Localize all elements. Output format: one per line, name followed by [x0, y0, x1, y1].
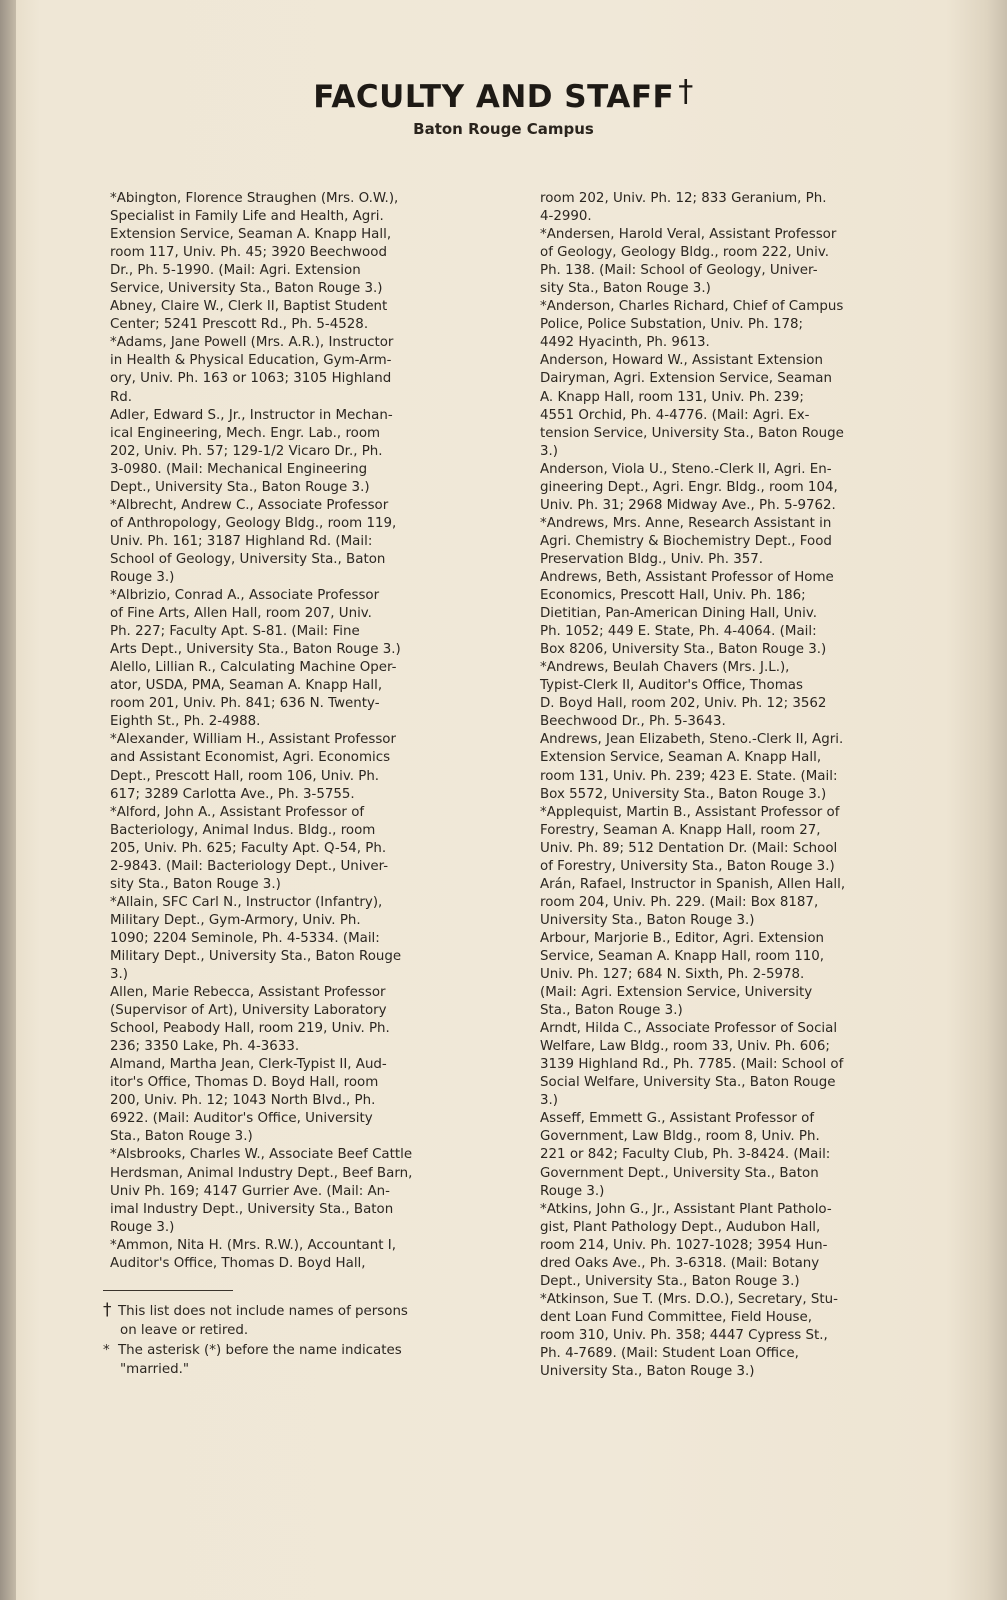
- entry-line: Arts Dept., University Sta., Baton Rouge 3.): [110, 642, 401, 658]
- entry-line: *Allain, SFC Carl N., Instructor (Infantry),: [110, 894, 383, 910]
- entry-line: of Geology, Geology Bldg., room 222, Univ.: [540, 245, 830, 261]
- directory-entry: [540, 1110, 935, 1200]
- footnote-rule: [103, 1290, 233, 1291]
- directory-entry: [540, 1201, 935, 1291]
- entry-line: Rouge 3.): [110, 1219, 175, 1235]
- directory-entry: [110, 984, 490, 1056]
- footnote-line: The asterisk (*) before the name indicates: [118, 1343, 402, 1358]
- entry-line: *Alford, John A., Assistant Professor of: [110, 804, 365, 820]
- entry-line: ator, USDA, PMA, Seaman A. Knapp Hall,: [110, 678, 383, 694]
- page-subtitle: Baton Rouge Campus: [413, 120, 594, 138]
- entry-line: A. Knapp Hall, room 131, Univ. Ph. 239;: [540, 389, 804, 405]
- entry-line: room 202, Univ. Ph. 12; 833 Geranium, Ph.: [540, 191, 827, 206]
- entry-line: Univ. Ph. 127; 684 N. Sixth, Ph. 2-5978.: [540, 967, 805, 983]
- entry-line: *Adams, Jane Powell (Mrs. A.R.), Instructor: [110, 335, 394, 351]
- entry-line: (Mail: Agri. Extension Service, University: [540, 985, 813, 1001]
- entry-line: 4492 Hyacinth, Ph. 9613.: [540, 335, 710, 351]
- entry-line: 3.): [540, 1093, 559, 1109]
- entry-line: Rd.: [110, 389, 133, 405]
- directory-entry: [110, 1056, 490, 1146]
- entry-line: Welfare, Law Bldg., room 33, Univ. Ph. 606;: [540, 1039, 830, 1055]
- entry-line: Auditor's Office, Thomas D. Boyd Hall,: [110, 1255, 366, 1271]
- directory-entry: [540, 876, 935, 930]
- footnote: [103, 1342, 493, 1379]
- footnote-line: "married.": [120, 1361, 190, 1377]
- entry-line: Andrews, Jean Elizabeth, Steno.-Clerk II, Agri.: [540, 732, 844, 748]
- entry-line: 3.): [540, 443, 559, 459]
- entry-line: room 214, Univ. Ph. 1027-1028; 3954 Hun-: [540, 1237, 828, 1253]
- entry-line: *Alsbrooks, Charles W., Associate Beef Cattle: [110, 1147, 413, 1163]
- entry-line: Forestry, Seaman A. Knapp Hall, room 27,: [540, 822, 821, 838]
- entry-line: *Abington, Florence Straughen (Mrs. O.W.),: [110, 191, 399, 206]
- entry-line: Dept., Prescott Hall, room 106, Univ. Ph.: [110, 768, 380, 784]
- entry-line: Herdsman, Animal Industry Dept., Beef Barn,: [110, 1165, 413, 1181]
- footnote-list: [103, 1301, 493, 1379]
- directory-entry: [540, 352, 935, 460]
- footnote-line: on leave or retired.: [120, 1322, 249, 1338]
- directory-entry: [110, 298, 490, 334]
- title-dagger-mark: †: [678, 74, 694, 109]
- entry-line: Police, Police Substation, Univ. Ph. 178;: [540, 317, 804, 333]
- footnote-mark: †: [103, 1300, 112, 1320]
- entry-line: Economics, Prescott Hall, Univ. Ph. 186;: [540, 588, 806, 604]
- entry-line: 3139 Highland Rd., Ph. 7785. (Mail: School of: [540, 1057, 844, 1073]
- entry-line: Arán, Rafael, Instructor in Spanish, Allen Hall,: [540, 876, 846, 892]
- directory-entry: [110, 804, 490, 894]
- entry-line: Ph. 4-7689. (Mail: Student Loan Office,: [540, 1346, 799, 1361]
- entry-line: 6922. (Mail: Auditor's Office, University: [110, 1111, 373, 1127]
- entry-line: tension Service, University Sta., Baton Rouge: [540, 425, 844, 441]
- entry-line: Univ. Ph. 89; 512 Dentation Dr. (Mail: School: [540, 840, 838, 856]
- entry-line: *Albrizio, Conrad A., Associate Professor: [110, 588, 380, 604]
- entry-line: room 117, Univ. Ph. 45; 3920 Beechwood: [110, 245, 387, 261]
- directory-entry: [110, 334, 490, 406]
- entry-line: Univ. Ph. 31; 2968 Midway Ave., Ph. 5-9762.: [540, 497, 836, 513]
- directory-entry: [110, 731, 490, 803]
- entry-line: room 201, Univ. Ph. 841; 636 N. Twenty-: [110, 696, 380, 712]
- directory-entry: [540, 190, 935, 226]
- entry-line: 202, Univ. Ph. 57; 129-1/2 Vicaro Dr., Ph.: [110, 443, 383, 459]
- entry-line: *Ammon, Nita H. (Mrs. R.W.), Accountant I,: [110, 1237, 396, 1253]
- entry-line: Specialist in Family Life and Health, Agri.: [110, 209, 384, 225]
- entry-line: Adler, Edward S., Jr., Instructor in Mechan-: [110, 407, 393, 423]
- entry-line: Box 5572, University Sta., Baton Rouge 3.): [540, 786, 827, 802]
- entry-line: Center; 5241 Prescott Rd., Ph. 5-4528.: [110, 317, 369, 333]
- directory-entry: [540, 731, 935, 803]
- entry-line: Ph. 1052; 449 E. State, Ph. 4-4064. (Mail:: [540, 624, 817, 640]
- entry-line: *Andrews, Beulah Chavers (Mrs. J.L.),: [540, 660, 790, 676]
- entry-line: gist, Plant Pathology Dept., Audubon Hall,: [540, 1219, 821, 1235]
- entry-line: Dept., University Sta., Baton Rouge 3.): [110, 479, 370, 495]
- directory-entry: [110, 894, 490, 984]
- directory-entry: [110, 1146, 490, 1236]
- entry-line: Almand, Martha Jean, Clerk-Typist II, Aud-: [110, 1057, 387, 1073]
- entry-line: Arndt, Hilda C., Associate Professor of Social: [540, 1021, 838, 1037]
- directory-entry: [110, 587, 490, 659]
- entry-line: Government Dept., University Sta., Baton: [540, 1165, 819, 1181]
- entry-line: dred Oaks Ave., Ph. 3-6318. (Mail: Botany: [540, 1255, 820, 1271]
- entry-line: Univ Ph. 169; 4147 Gurrier Ave. (Mail: An-: [110, 1183, 391, 1199]
- entry-line: Military Dept., University Sta., Baton Rouge: [110, 948, 402, 964]
- entry-line: Anderson, Viola U., Steno.-Clerk II, Agri. En-: [540, 461, 832, 477]
- entry-line: sity Sta., Baton Rouge 3.): [110, 876, 281, 892]
- entry-line: Box 8206, University Sta., Baton Rouge 3.): [540, 642, 827, 658]
- directory-entry: [540, 1291, 935, 1381]
- directory-entry: [540, 659, 935, 731]
- entry-line: Extension Service, Seaman A. Knapp Hall,: [110, 227, 392, 243]
- entry-line: Military Dept., Gym-Armory, Univ. Ph.: [110, 912, 361, 928]
- directory-entry: [540, 298, 935, 352]
- entry-line: Asseff, Emmett G., Assistant Professor of: [540, 1111, 815, 1127]
- directory-entry: [110, 659, 490, 731]
- entry-line: *Andrews, Mrs. Anne, Research Assistant in: [540, 515, 832, 531]
- entry-line: 3-0980. (Mail: Mechanical Engineering: [110, 461, 368, 477]
- entry-line: Alello, Lillian R., Calculating Machine Oper-: [110, 660, 397, 676]
- directory-entry: [540, 515, 935, 569]
- entry-line: Bacteriology, Animal Indus. Bldg., room: [110, 822, 376, 838]
- entry-line: 236; 3350 Lake, Ph. 4-3633.: [110, 1039, 300, 1055]
- entry-line: 617; 3289 Carlotta Ave., Ph. 3-5755.: [110, 786, 355, 802]
- entry-line: *Atkins, John G., Jr., Assistant Plant Patholo-: [540, 1201, 832, 1217]
- footnotes: [103, 1290, 493, 1381]
- entry-line: Preservation Bldg., Univ. Ph. 357.: [540, 551, 764, 567]
- entry-line: *Andersen, Harold Veral, Assistant Professor: [540, 227, 837, 243]
- entry-line: Ph. 227; Faculty Apt. S-81. (Mail: Fine: [110, 624, 360, 640]
- entry-line: Dr., Ph. 5-1990. (Mail: Agri. Extension: [110, 263, 361, 279]
- entry-line: Extension Service, Seaman A. Knapp Hall,: [540, 750, 822, 766]
- entry-line: ory, Univ. Ph. 163 or 1063; 3105 Highland: [110, 371, 392, 387]
- entry-line: 205, Univ. Ph. 625; Faculty Apt. Q-54, Ph.: [110, 840, 387, 856]
- directory-entry: [540, 1020, 935, 1110]
- directory-entry: [540, 804, 935, 876]
- entry-line: Anderson, Howard W., Assistant Extension: [540, 353, 823, 369]
- entry-line: Rouge 3.): [110, 569, 175, 585]
- entry-line: *Anderson, Charles Richard, Chief of Campus: [540, 299, 844, 315]
- entry-line: Dept., University Sta., Baton Rouge 3.): [540, 1273, 800, 1289]
- page-title: [0, 74, 1007, 115]
- entry-line: University Sta., Baton Rouge 3.): [540, 1364, 755, 1380]
- directory-entry: [110, 190, 490, 298]
- directory-entry: [110, 497, 490, 587]
- binding-gutter: [0, 0, 16, 1600]
- entry-line: of Anthropology, Geology Bldg., room 119,: [110, 515, 397, 531]
- entry-line: Ph. 138. (Mail: School of Geology, Univer-: [540, 263, 818, 279]
- entry-line: 200, Univ. Ph. 12; 1043 North Blvd., Ph.: [110, 1093, 376, 1109]
- directory-entry: [540, 226, 935, 298]
- entry-line: Abney, Claire W., Clerk II, Baptist Student: [110, 299, 388, 315]
- footnote: [103, 1301, 493, 1340]
- entry-line: Sta., Baton Rouge 3.): [540, 1003, 683, 1019]
- entry-line: Beechwood Dr., Ph. 5-3643.: [540, 714, 726, 730]
- entry-line: and Assistant Economist, Agri. Economics: [110, 750, 391, 766]
- entry-line: gineering Dept., Agri. Engr. Bldg., room 104,: [540, 479, 838, 495]
- page-title-text: FACULTY AND STAFF: [313, 79, 675, 115]
- entry-line: Univ. Ph. 161; 3187 Highland Rd. (Mail:: [110, 533, 373, 549]
- entry-line: imal Industry Dept., University Sta., Baton: [110, 1201, 394, 1217]
- left-column: [110, 190, 490, 1273]
- entry-line: dent Loan Fund Committee, Field House,: [540, 1309, 813, 1325]
- entry-line: Eighth St., Ph. 2-4988.: [110, 714, 261, 730]
- entry-line: 221 or 842; Faculty Club, Ph. 3-8424. (Mail:: [540, 1147, 831, 1163]
- directory-entry: [110, 1237, 490, 1273]
- directory-entry: [110, 407, 490, 497]
- entry-line: D. Boyd Hall, room 202, Univ. Ph. 12; 3562: [540, 696, 827, 712]
- entry-line: of Forestry, University Sta., Baton Rouge 3.): [540, 858, 835, 874]
- entry-line: (Supervisor of Art), University Laboratory: [110, 1003, 387, 1019]
- entry-line: 3.): [110, 967, 129, 983]
- entry-line: ical Engineering, Mech. Engr. Lab., room: [110, 425, 381, 441]
- entry-line: Service, University Sta., Baton Rouge 3.): [110, 281, 383, 297]
- entry-line: room 310, Univ. Ph. 358; 4447 Cypress St.,: [540, 1327, 828, 1343]
- entry-line: Sta., Baton Rouge 3.): [110, 1129, 253, 1145]
- entry-line: Dairyman, Agri. Extension Service, Seaman: [540, 371, 832, 387]
- entry-line: Dietitian, Pan-American Dining Hall, Univ.: [540, 606, 817, 622]
- entry-line: Service, Seaman A. Knapp Hall, room 110,: [540, 948, 825, 964]
- entry-line: room 131, Univ. Ph. 239; 423 E. State. (Mail:: [540, 768, 838, 784]
- entry-line: Rouge 3.): [540, 1183, 605, 1199]
- footnote-line: This list does not include names of persons: [118, 1304, 408, 1319]
- entry-line: *Atkinson, Sue T. (Mrs. D.O.), Secretary, Stu-: [540, 1291, 838, 1307]
- right-column: [540, 190, 935, 1381]
- entry-line: in Health & Physical Education, Gym-Arm-: [110, 353, 392, 369]
- entry-line: *Applequist, Martin B., Assistant Professor of: [540, 804, 840, 820]
- entry-line: Typist-Clerk II, Auditor's Office, Thomas: [540, 678, 803, 694]
- entry-line: School of Geology, University Sta., Baton: [110, 551, 386, 567]
- entry-line: Andrews, Beth, Assistant Professor of Home: [540, 569, 834, 585]
- entry-line: 2-9843. (Mail: Bacteriology Dept., Univer-: [110, 858, 389, 874]
- entry-line: itor's Office, Thomas D. Boyd Hall, room: [110, 1075, 379, 1091]
- entry-line: Agri. Chemistry & Biochemistry Dept., Food: [540, 533, 832, 549]
- entry-line: 4551 Orchid, Ph. 4-4776. (Mail: Agri. Ex-: [540, 407, 810, 423]
- entry-line: *Albrecht, Andrew C., Associate Professor: [110, 497, 389, 513]
- directory-entry: [540, 461, 935, 515]
- entry-line: 4-2990.: [540, 209, 592, 225]
- entry-line: Social Welfare, University Sta., Baton Rouge: [540, 1075, 836, 1091]
- footnote-mark: *: [103, 1343, 110, 1358]
- entry-line: School, Peabody Hall, room 219, Univ. Ph.: [110, 1021, 390, 1037]
- directory-entry: [540, 569, 935, 659]
- entry-line: Government, Law Bldg., room 8, Univ. Ph.: [540, 1129, 820, 1145]
- entry-line: 1090; 2204 Seminole, Ph. 4-5334. (Mail:: [110, 930, 380, 946]
- entry-line: of Fine Arts, Allen Hall, room 207, Univ.: [110, 606, 372, 622]
- entry-line: Allen, Marie Rebecca, Assistant Professor: [110, 985, 386, 1001]
- entry-line: room 204, Univ. Ph. 229. (Mail: Box 8187,: [540, 894, 819, 910]
- directory-entry: [540, 930, 935, 1020]
- entry-line: sity Sta., Baton Rouge 3.): [540, 281, 711, 297]
- entry-line: *Alexander, William H., Assistant Professor: [110, 732, 396, 748]
- entry-line: University Sta., Baton Rouge 3.): [540, 912, 755, 928]
- entry-line: Arbour, Marjorie B., Editor, Agri. Extension: [540, 930, 824, 946]
